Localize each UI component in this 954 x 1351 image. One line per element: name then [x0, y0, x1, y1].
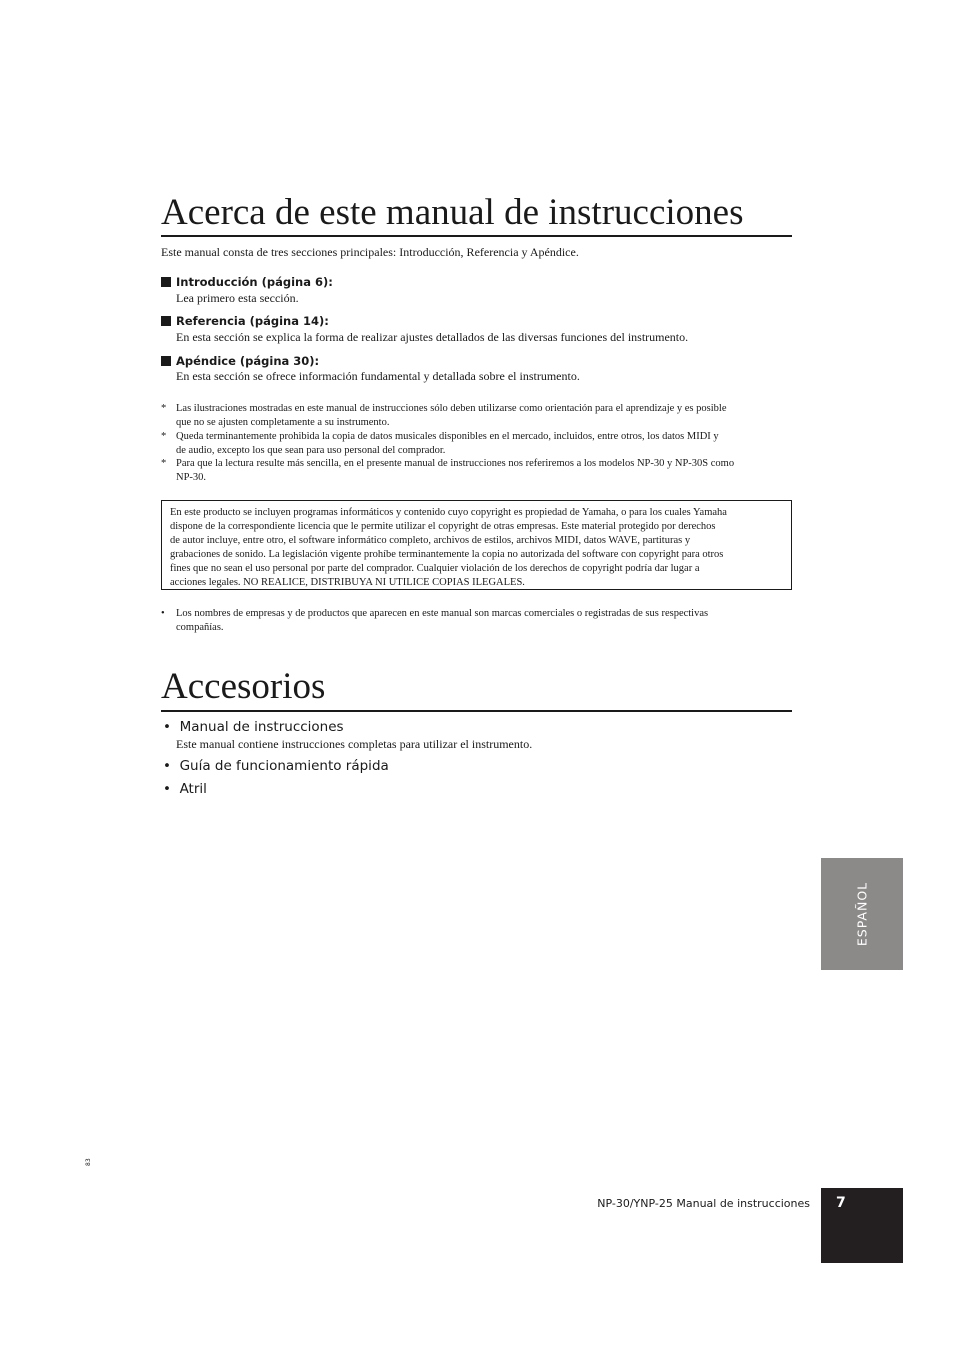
section-heading-introduccion: Introducción (página 6): — [161, 275, 333, 289]
copyright-notice-box: En este producto se incluyen programas informáticos y contenido cuyo copyright es propiedad de Yamaha, o para los cuales Yamaha dispone de la correspondiente licencia que le permite utilizar el copyright de otras empresas. Este material protegido por derechos de autor incluye, entre otro, el software informático completo, archivos de estilos, archivos MIDI, datos WAVE, partituras y grabaciones de sonido. La legislación vigente prohíbe terminantemente la copia no autorizada del software con copyright para otros fines que no sean el uso personal por parte del comprador. Cualquier violación de los derechos de copyright podría dar lugar a acciones legales. NO REALICE, DISTRIBUYA NI UTILICE COPIAS ILEGALES. — [161, 500, 792, 590]
page-number-box — [821, 1188, 903, 1263]
intro-lead: Este manual consta de tres secciones principales: Introducción, Referencia y Apéndice. — [161, 245, 579, 259]
square-bullet-icon — [161, 316, 171, 326]
section-desc-apendice: En esta sección se ofrece información fundamental y detallada sobre el instrumento. — [176, 369, 580, 383]
section-heading-referencia: Referencia (página 14): — [161, 314, 329, 328]
language-tab: ESPAÑOL — [821, 858, 903, 970]
accessories-title: Accesorios — [161, 666, 326, 707]
section-desc-introduccion: Lea primero esta sección. — [176, 291, 299, 305]
accessories-rule — [161, 710, 792, 712]
list-item-desc: Este manual contiene instrucciones completas para utilizar el instrumento. — [176, 737, 533, 751]
note-item: * Las ilustraciones mostradas en este manual de instrucciones sólo deben utilizarse como orientación para el aprendizaje y es posible que no se ajusten completamente a su instrumento. — [161, 403, 727, 428]
section-heading-apendice: Apéndice (página 30): — [161, 354, 319, 368]
square-bullet-icon — [161, 277, 171, 287]
footer-manual-name: NP-30/YNP-25 Manual de instrucciones — [597, 1197, 810, 1210]
square-bullet-icon — [161, 356, 171, 366]
title-rule — [161, 235, 792, 237]
page-title: Acerca de este manual de instrucciones — [161, 192, 744, 233]
section-desc-referencia: En esta sección se explica la forma de realizar ajustes detallados de las diversas funciones del instrumento. — [176, 330, 689, 344]
page-number: 7 — [836, 1195, 846, 1211]
margin-code: 83 — [85, 1158, 92, 1166]
trademark-note: • Los nombres de empresas y de productos que aparecen en este manual son marcas comerciales o registradas de sus respectivas compañías. — [161, 608, 709, 633]
list-item: • Guía de funcionamiento rápida — [163, 758, 389, 774]
note-item: * Queda terminantemente prohibida la copia de datos musicales disponibles en el mercado, incluidos, entre otros, los datos MIDI y de audio, excepto los que sean para uso personal del comprador. — [161, 431, 719, 456]
list-item: • Atril — [163, 781, 207, 797]
list-item: • Manual de instrucciones — [163, 719, 344, 735]
note-item: * Para que la lectura resulte más sencilla, en el presente manual de instrucciones nos referiremos a los modelos NP-30 y NP-30S como NP-30. — [161, 458, 735, 483]
